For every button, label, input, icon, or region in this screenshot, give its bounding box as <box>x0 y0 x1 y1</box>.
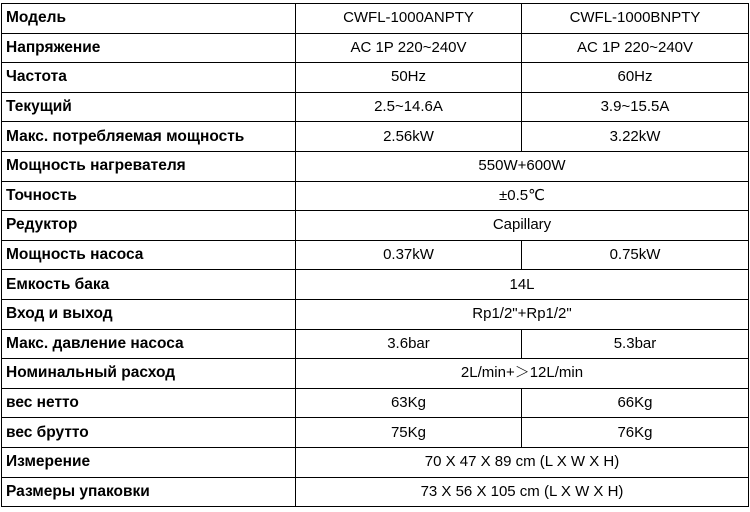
value-merged: 70 X 47 X 89 cm (L X W X H) <box>296 447 749 477</box>
row-label: Редуктор <box>2 211 296 241</box>
row-label: Измерение <box>2 447 296 477</box>
row-label: Напряжение <box>2 33 296 63</box>
row-label: Номинальный расход <box>2 359 296 389</box>
row-label: Вход и выход <box>2 299 296 329</box>
row-label: Макс. потребляемая мощность <box>2 122 296 152</box>
model-b-header: CWFL-1000BNPTY <box>522 4 749 34</box>
value-merged: Rp1/2"+Rp1/2" <box>296 299 749 329</box>
value-a: AC 1P 220~240V <box>296 33 522 63</box>
value-b: 60Hz <box>522 63 749 93</box>
value-b: 76Kg <box>522 418 749 448</box>
row-label: Точность <box>2 181 296 211</box>
value-a: 2.5~14.6A <box>296 92 522 122</box>
row-label: Емкость бака <box>2 270 296 300</box>
table-row <box>2 33 749 63</box>
value-a: 63Kg <box>296 388 522 418</box>
table-row <box>2 122 749 152</box>
table-header-row <box>2 4 749 34</box>
value-merged: 2L/min+＞12L/min <box>296 359 749 389</box>
value-b: AC 1P 220~240V <box>522 33 749 63</box>
row-label: Макс. давление насоса <box>2 329 296 359</box>
table-row <box>2 270 749 300</box>
row-label: Размеры упаковки <box>2 477 296 507</box>
value-a: 0.37kW <box>296 240 522 270</box>
value-merged: Capillary <box>296 211 749 241</box>
value-a: 3.6bar <box>296 329 522 359</box>
table-row <box>2 388 749 418</box>
value-a: 50Hz <box>296 63 522 93</box>
value-merged: 73 X 56 X 105 cm (L X W X H) <box>296 477 749 507</box>
value-merged: 550W+600W <box>296 151 749 181</box>
row-label: Частота <box>2 63 296 93</box>
value-a: 75Kg <box>296 418 522 448</box>
row-label: вес нетто <box>2 388 296 418</box>
table-row <box>2 92 749 122</box>
table-row <box>2 299 749 329</box>
table-row <box>2 151 749 181</box>
table-row <box>2 329 749 359</box>
row-label: Мощность насоса <box>2 240 296 270</box>
table-row <box>2 211 749 241</box>
table-row <box>2 359 749 389</box>
value-b: 5.3bar <box>522 329 749 359</box>
table-row <box>2 447 749 477</box>
value-b: 66Kg <box>522 388 749 418</box>
table-row <box>2 181 749 211</box>
value-b: 3.22kW <box>522 122 749 152</box>
value-merged: 14L <box>296 270 749 300</box>
value-b: 0.75kW <box>522 240 749 270</box>
value-a: 2.56kW <box>296 122 522 152</box>
value-merged: ±0.5℃ <box>296 181 749 211</box>
table-row <box>2 63 749 93</box>
row-label: Мощность нагревателя <box>2 151 296 181</box>
table-row <box>2 477 749 507</box>
row-label: вес брутто <box>2 418 296 448</box>
header-label: Модель <box>2 4 296 34</box>
model-a-header: CWFL-1000ANPTY <box>296 4 522 34</box>
value-b: 3.9~15.5A <box>522 92 749 122</box>
spec-table <box>1 3 749 507</box>
table-row <box>2 240 749 270</box>
table-row <box>2 418 749 448</box>
row-label: Текущий <box>2 92 296 122</box>
